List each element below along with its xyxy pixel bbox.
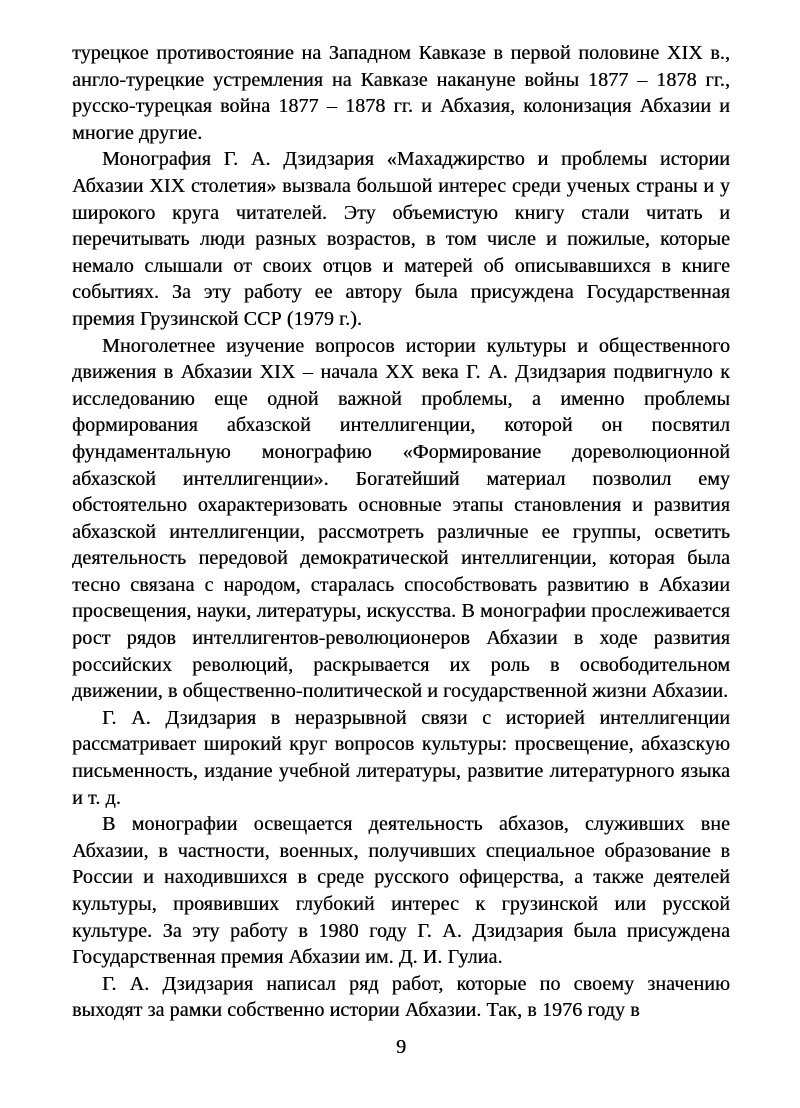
paragraph: Монография Г. А. Дзидзария «Махаджирство и проблемы истории Абхазии XIX столетия» вызвала большой интерес среди ученых страны и у широкого круга читателей. Эту объемистую книгу стали читать и перечитывать люди разных возрастов, в том числе и пожилые, которые немало слышали от своих отцов и матерей об описывавшихся в книге событиях. За эту работу ее автору была присуждена Государственная премия Грузинской ССР (1979 г.). bbox=[72, 148, 730, 330]
paragraph: Г. А. Дзидзария написал ряд работ, которые по своему значению выходят за рамки собственно истории Абхазии. Так, в 1976 году в bbox=[72, 972, 730, 1022]
paragraph: Многолетнее изучение вопросов истории культуры и общественного движения в Абхазии XIX – начала XX века Г. А. Дзидзария подвигнуло к исследованию еще одной важной проблемы, а именно проблемы формирования абхазской интеллигенции, которой он посвятил фундаментальную монографию «Формирование дореволюционной абхазской интеллигенции». Богатейший материал позволил ему обстоятельно охарактеризовать основные этапы становления и развития абхазской интеллигенции, рассмотреть различные ее группы, осветить деятельность передовой демократической интеллигенции, которая была тесно связана с народом, старалась способствовать развитию в Абхазии просвещения, науки, литературы, искусства. В монографии прослеживается рост рядов интеллигентов-революционеров Абхазии в ходе развития российских революций, раскрывается их роль в освободительном движении, в общественно-политической и государственной жизни Абхазии. bbox=[72, 334, 730, 703]
page-footer bbox=[72, 1036, 730, 1059]
paragraph: турецкое противостояние на Западном Кавказе в первой половине XIX в., англо-турецкие устремления на Кавказе накануне войны 1877 – 1878 гг., русско-турецкая война 1877 – 1878 гг. и Абхазия, колонизация Абхазии и многие другие. bbox=[72, 42, 730, 144]
page-text-block bbox=[72, 40, 730, 1024]
paragraph: В монографии освещается деятельность абхазов, служивших вне Абхазии, в частности, военных, получивших специальное образование в России и находившихся в среде русского офицерства, а также деятелей культуры, проявивших глубокий интерес к грузинской или русской культуре. За эту работу в 1980 году Г. А. Дзидзария была присуждена Государственная премия Абхазии им. Д. И. Гулиа. bbox=[72, 813, 730, 969]
paragraph: Г. А. Дзидзария в неразрывной связи с историей интеллигенции рассматривает широкий круг вопросов культуры: просвещение, абхазскую письменность, издание учебной литературы, развитие литературного языка и т. д. bbox=[72, 706, 730, 809]
page-number: 9 bbox=[396, 1035, 406, 1058]
